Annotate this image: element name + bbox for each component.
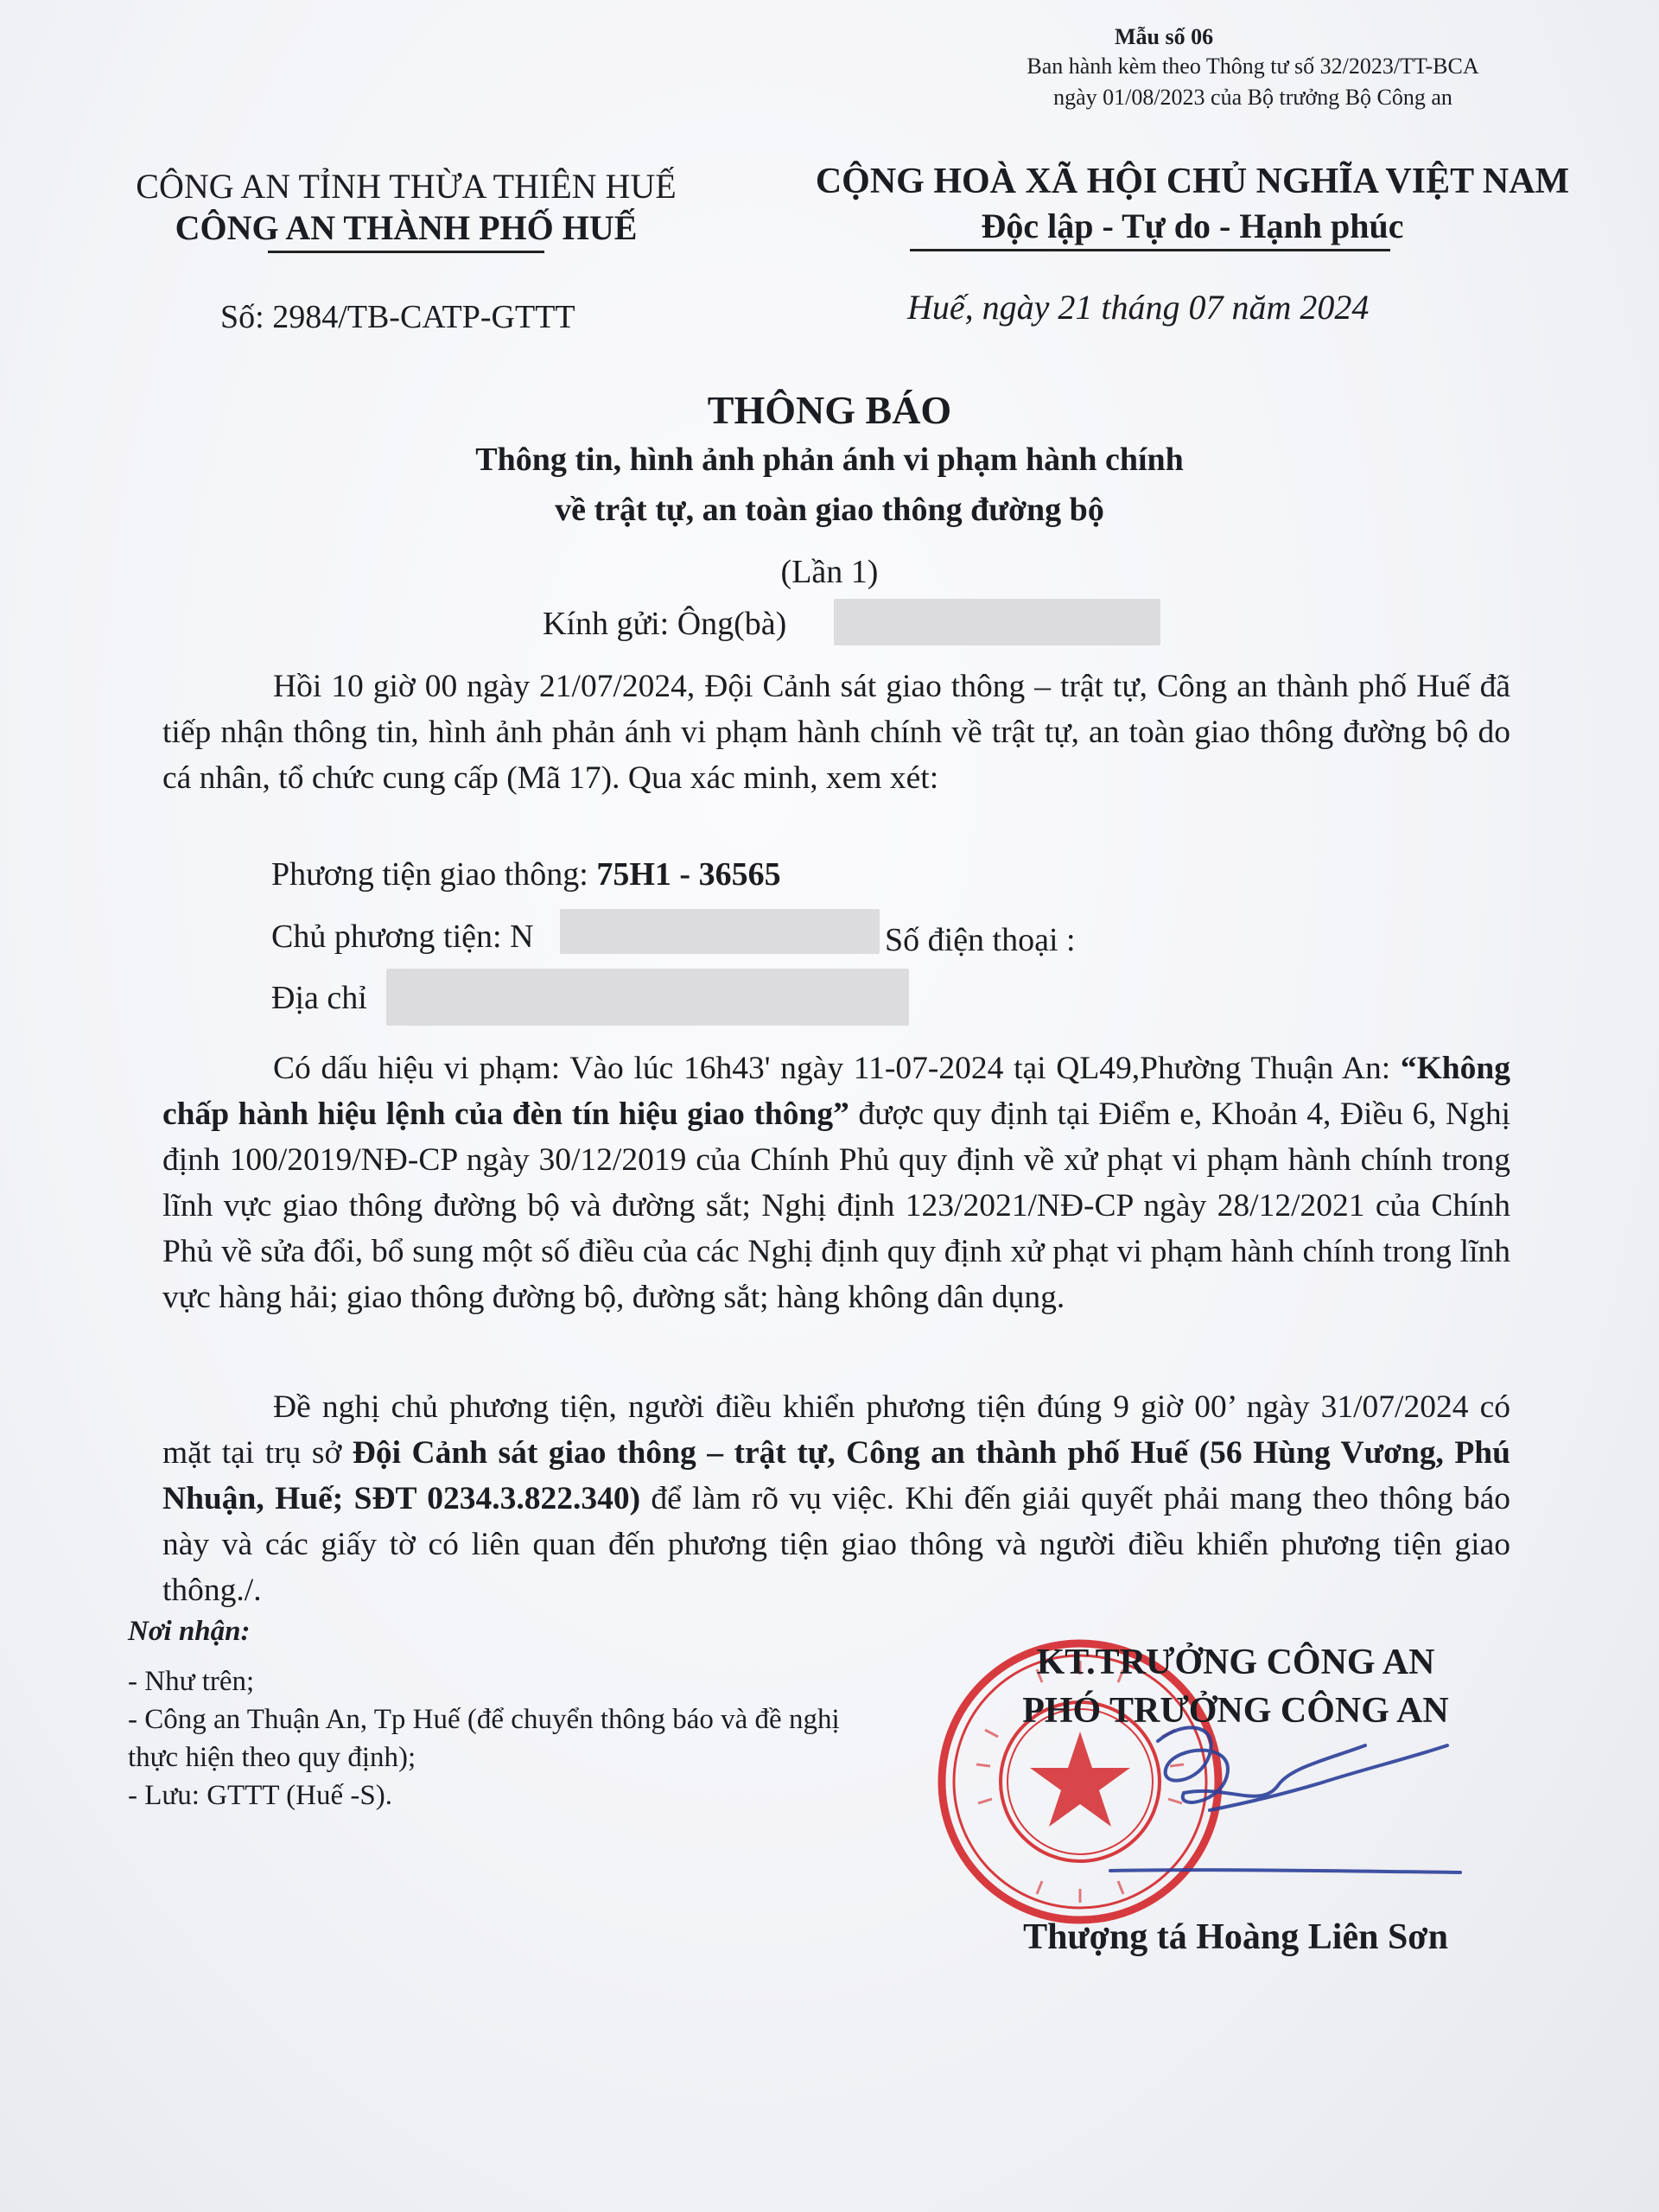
addressee-label: Kính gửi: Ông(bà) — [543, 606, 787, 642]
notice-round: (Lần 1) — [780, 554, 879, 590]
owner-label — [271, 918, 534, 956]
national-title: CỘNG HOÀ XÃ HỘI CHỦ NGHĨA VIỆT NAM — [815, 162, 1570, 201]
intro-paragraph — [162, 664, 1510, 801]
redacted-address — [386, 969, 909, 1026]
violation-paragraph — [162, 1046, 1510, 1320]
recipient-item: - Như trên; — [128, 1666, 255, 1697]
signature-title-1: KT.TRƯỞNG CÔNG AN — [1036, 1643, 1435, 1682]
recipient-item: - Công an Thuận An, Tp Huế (để chuyển thông báo và đề nghị thực hiện theo quy định); — [128, 1704, 840, 1773]
document-subtitle-2: về trật tự, an toàn giao thông đường bộ — [555, 492, 1104, 528]
request-paragraph — [162, 1384, 1510, 1613]
vehicle-plate: 75H1 - 36565 — [596, 856, 781, 893]
redacted-owner — [560, 909, 880, 954]
national-motto: Độc lập - Tự do - Hạnh phúc — [981, 207, 1404, 245]
owner-partial: N — [510, 918, 534, 955]
agency-underline — [268, 251, 544, 253]
motto-underline — [910, 249, 1390, 251]
handwritten-signature — [1106, 1707, 1469, 1914]
form-date-line: ngày 01/08/2023 của Bộ trưởng Bộ Công an — [1053, 85, 1452, 110]
violation-lead: Có dấu hiệu vi phạm: Vào lúc 16h43' ngày 11-07-2024 tại QL49,Phường Thuận An: — [273, 1051, 1401, 1086]
intro-text: Hồi 10 giờ 00 ngày 21/07/2024, Đội Cảnh sát giao thông – trật tự, Công an thành phố Huế đã tiếp nhận thông tin, hình ảnh phản ánh vi phạm hành chính về trật tự, an toàn giao thông đường bộ do cá nhân, tổ chức cung cấp (Mã 17). Qua xác minh, xem xét: — [162, 669, 1510, 796]
form-issuance-line: Ban hành kèm theo Thông tư số 32/2023/TT-BCA — [1027, 54, 1479, 79]
request-rest: để làm rõ vụ việc. Khi đến giải quyết phải mang theo thông báo này và các giấy tờ có liên quan đến phương tiện giao thông và người điều khiển phương tiện giao thông./. — [162, 1481, 1510, 1608]
agency-parent: CÔNG AN TỈNH THỪA THIÊN HUẾ — [136, 167, 677, 206]
recipient-item: - Lưu: GTTT (Huế -S). — [128, 1780, 392, 1811]
request-lead: Đề nghị chủ phương tiện, người điều khiển phương tiện đúng 9 giờ 00’ ngày 31/07/2024 có mặt tại trụ sở — [162, 1389, 1510, 1471]
vehicle-label: Phương tiện giao thông: — [271, 856, 597, 893]
vehicle-line — [271, 855, 781, 893]
document-title: THÔNG BÁO — [707, 388, 952, 432]
document-subtitle-1: Thông tin, hình ảnh phản ánh vi phạm hành chính — [475, 442, 1184, 478]
address-label: Địa chỉ — [271, 980, 367, 1016]
agency-name: CÔNG AN THÀNH PHỐ HUẾ — [175, 208, 638, 247]
place-date: Huế, ngày 21 tháng 07 năm 2024 — [907, 288, 1370, 327]
signer-name: Thượng tá Hoàng Liên Sơn — [1023, 1917, 1448, 1957]
document-number: Số: 2984/TB-CATP-GTTT — [220, 299, 575, 335]
request-location: Đội Cảnh sát giao thông – trật tự, Công an thành phố Huế (56 Hùng Vương, Phú Nhuận, Huế; SĐT 0234.3.822.340) — [162, 1435, 1510, 1516]
violation-quote: “Không chấp hành hiệu lệnh của đèn tín hiệu giao thông” — [162, 1051, 1510, 1132]
phone-label: Số điện thoại : — [885, 922, 1076, 958]
redacted-addressee — [834, 599, 1160, 645]
owner-label-text: Chủ phương tiện: — [271, 918, 511, 955]
violation-legal-basis: được quy định tại Điểm e, Khoản 4, Điều 6, Nghị định 100/2019/NĐ-CP ngày 30/12/2019 của Chính Phủ quy định về xử phạt vi phạm hành chính trong lĩnh vực giao thông đường bộ và đường sắt; Nghị định 123/2021/NĐ-CP ngày 28/12/2021 của Chính Phủ về sửa đổi, bổ sung một số điều của các Nghị định quy định xử phạt vi phạm hành chính trong lĩnh vực hàng hải; giao thông đường bộ, đường sắt; hàng không dân dụng. — [162, 1096, 1511, 1315]
form-number: Mẫu số 06 — [1115, 24, 1214, 49]
recipients-heading: Nơi nhận: — [128, 1616, 251, 1647]
signature-title-2: PHÓ TRƯỞNG CÔNG AN — [1022, 1691, 1449, 1731]
